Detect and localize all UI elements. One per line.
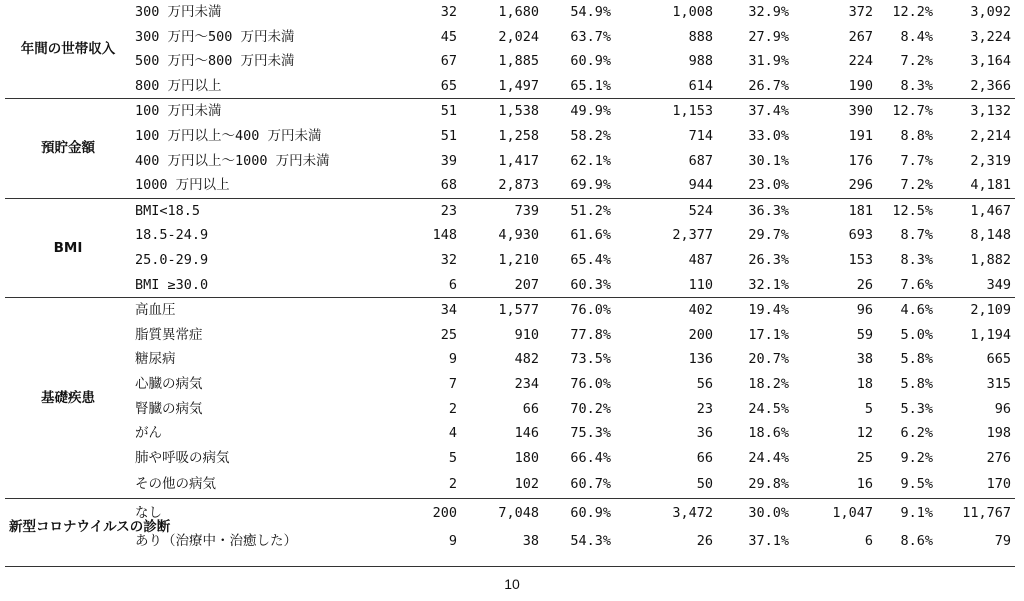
row-label: 肺や呼吸の病気 [135, 449, 230, 466]
cell: 148 [432, 227, 457, 244]
cell: 32 [440, 251, 457, 268]
cell: 65.1% [570, 77, 611, 94]
cell: 1,497 [498, 77, 539, 94]
row-label: 25.0-29.9 [135, 251, 209, 268]
cell: 888 [688, 28, 713, 45]
cell: 482 [514, 351, 539, 368]
cell: 24.5% [748, 400, 789, 417]
table-row [5, 49, 1015, 74]
cell: 75.3% [570, 425, 611, 442]
table-row [5, 25, 1015, 50]
cell: 23 [395, 198, 461, 223]
cell: 9 [448, 533, 457, 550]
cell: 5.8% [900, 351, 933, 368]
cell: 349 [986, 276, 1011, 293]
cell: 30.0% [717, 499, 793, 528]
cell: 8.7% [900, 227, 933, 244]
cell: 25 [440, 326, 457, 343]
cell: 1,194 [970, 326, 1011, 343]
cell: 18.6% [748, 425, 789, 442]
cell: 12 [856, 425, 873, 442]
cell: 30.1% [748, 152, 789, 169]
cell: 3,132 [937, 99, 1015, 124]
row-label: 100 万円以上～400 万円未満 [135, 127, 322, 144]
cell: 1,577 [461, 298, 543, 323]
cell: 60.9% [543, 499, 615, 528]
cell: 687 [688, 152, 713, 169]
cell: 49.9% [543, 99, 615, 124]
cell: 33.0% [748, 127, 789, 144]
cell: 102 [514, 476, 539, 493]
cell: 170 [986, 476, 1011, 493]
group-underlying-conditions [5, 298, 1015, 499]
cell: 267 [848, 28, 873, 45]
cell: 37.4% [717, 99, 793, 124]
cell: 9.5% [900, 476, 933, 493]
cell: 2,109 [937, 298, 1015, 323]
cell: 25 [856, 449, 873, 466]
cell: 372 [848, 4, 873, 20]
cell: 77.8% [570, 326, 611, 343]
cell: 61.6% [570, 227, 611, 244]
cell: 59 [856, 326, 873, 343]
table-row [5, 0, 1015, 25]
page-number: 10 [504, 576, 520, 592]
table-row [5, 298, 1015, 323]
row-label: 心臓の病気 [135, 375, 203, 392]
table-row [5, 74, 1015, 99]
cell: 390 [793, 99, 877, 124]
cell: 36 [696, 425, 713, 442]
cell: 4,930 [498, 227, 539, 244]
cell: 1,008 [672, 4, 713, 20]
table-row [5, 470, 1015, 499]
cell: 6 [448, 276, 457, 293]
cell: 34 [395, 298, 461, 323]
cell: 23.0% [748, 177, 789, 194]
group-savings [5, 99, 1015, 198]
cell: 5.0% [900, 326, 933, 343]
cell: 234 [514, 375, 539, 392]
cell: 56 [696, 375, 713, 392]
cell: 96 [793, 298, 877, 323]
row-label: 脂質異常症 [135, 326, 203, 343]
group-bmi [5, 198, 1015, 297]
row-label: BMI ≥30.0 [135, 276, 209, 293]
cell: 614 [688, 77, 713, 94]
cell: 487 [688, 251, 713, 268]
cell: 1,417 [498, 152, 539, 169]
row-label: 300 万円～500 万円未満 [135, 28, 295, 45]
cell: 5.8% [900, 375, 933, 392]
cell: 1,258 [498, 127, 539, 144]
cell: 66 [696, 449, 713, 466]
table-row [5, 248, 1015, 273]
cell: 944 [688, 177, 713, 194]
row-label: 100 万円未満 [131, 99, 395, 124]
cell: 32 [440, 4, 457, 20]
cell: 2,873 [498, 177, 539, 194]
cell: 39 [440, 152, 457, 169]
cell: 5.3% [900, 400, 933, 417]
cell: 4 [448, 425, 457, 442]
cell: 38 [522, 533, 539, 550]
cell: 16 [856, 476, 873, 493]
cell: 136 [688, 351, 713, 368]
category-label: 年間の世帯収入 [20, 40, 116, 57]
cell: 1,467 [937, 198, 1015, 223]
cell: 2,366 [970, 77, 1011, 94]
cell: 2,319 [970, 152, 1011, 169]
cell: 23 [696, 400, 713, 417]
table-row [5, 372, 1015, 397]
cell: 714 [688, 127, 713, 144]
cell: 96 [994, 400, 1011, 417]
cell: 38 [856, 351, 873, 368]
table-row [5, 446, 1015, 471]
row-label: なし [131, 499, 395, 528]
cell: 8.6% [900, 533, 933, 550]
cell: 3,224 [970, 28, 1011, 45]
cell: 4.6% [877, 298, 937, 323]
cell: 18.2% [748, 375, 789, 392]
cell: 60.9% [570, 53, 611, 70]
cell: 2 [448, 476, 457, 493]
category-label: 新型コロナウイルスの診断 [5, 499, 131, 556]
cell: 110 [688, 276, 713, 293]
cell: 276 [986, 449, 1011, 466]
cell: 6.2% [900, 425, 933, 442]
cell: 20.7% [748, 351, 789, 368]
cell: 693 [848, 227, 873, 244]
cell: 1,047 [793, 499, 877, 528]
cell: 8.3% [900, 251, 933, 268]
cell: 7.7% [900, 152, 933, 169]
cell: 67 [440, 53, 457, 70]
cell: 17.1% [748, 326, 789, 343]
cell: 24.4% [748, 449, 789, 466]
row-label: 1000 万円以上 [135, 177, 230, 194]
cell: 31.9% [748, 53, 789, 70]
cell: 1,538 [461, 99, 543, 124]
group-household-income [5, 0, 1015, 99]
cell: 9 [448, 351, 457, 368]
cell: 29.7% [748, 227, 789, 244]
cell: 910 [514, 326, 539, 343]
cell: 73.5% [570, 351, 611, 368]
cell: 79 [994, 533, 1011, 550]
cell: 51 [395, 99, 461, 124]
table-row [5, 124, 1015, 149]
cell: 146 [514, 425, 539, 442]
group-covid-diagnosis [5, 499, 1015, 556]
cell: 296 [848, 177, 873, 194]
row-label: 300 万円未満 [135, 4, 222, 20]
table-row [5, 499, 1015, 528]
cell: 181 [793, 198, 877, 223]
cell: 60.3% [570, 276, 611, 293]
table-row [5, 323, 1015, 348]
row-label: 腎臓の病気 [135, 400, 203, 417]
table-row [5, 397, 1015, 422]
cell: 2,024 [498, 28, 539, 45]
row-label: BMI<18.5 [131, 198, 395, 223]
statistics-table [5, 0, 1015, 555]
cell: 32.9% [748, 4, 789, 20]
table-bottom-rule [5, 566, 1015, 567]
category-label: 基礎疾患 [5, 298, 131, 499]
table-row [5, 198, 1015, 223]
cell: 153 [848, 251, 873, 268]
cell: 3,164 [970, 53, 1011, 70]
cell: 66.4% [570, 449, 611, 466]
cell: 2,214 [970, 127, 1011, 144]
cell: 7.2% [900, 177, 933, 194]
cell: 19.4% [717, 298, 793, 323]
table-row [5, 223, 1015, 248]
table-row [5, 173, 1015, 198]
cell: 26.3% [748, 251, 789, 268]
cell: 2,377 [672, 227, 713, 244]
cell: 402 [615, 298, 717, 323]
cell: 37.1% [748, 533, 789, 550]
cell: 68 [440, 177, 457, 194]
cell: 76.0% [543, 298, 615, 323]
cell: 200 [688, 326, 713, 343]
cell: 54.9% [570, 4, 611, 20]
cell: 207 [514, 276, 539, 293]
cell: 26 [856, 276, 873, 293]
cell: 3,472 [615, 499, 717, 528]
cell: 9.1% [877, 499, 937, 528]
cell: 2 [448, 400, 457, 417]
cell: 180 [514, 449, 539, 466]
cell: 176 [848, 152, 873, 169]
cell: 29.8% [748, 476, 789, 493]
cell: 63.7% [570, 28, 611, 45]
cell: 988 [688, 53, 713, 70]
row-label: あり（治療中・治癒した） [135, 533, 297, 550]
table-row [5, 99, 1015, 124]
cell: 1,210 [498, 251, 539, 268]
row-label: 高血圧 [131, 298, 395, 323]
cell: 3,092 [970, 4, 1011, 20]
cell: 32.1% [748, 276, 789, 293]
cell: 27.9% [748, 28, 789, 45]
table-row [5, 421, 1015, 446]
cell: 1,885 [498, 53, 539, 70]
cell: 45 [440, 28, 457, 45]
cell: 70.2% [570, 400, 611, 417]
cell: 9.2% [900, 449, 933, 466]
cell: 58.2% [570, 127, 611, 144]
cell: 54.3% [570, 533, 611, 550]
cell: 69.9% [570, 177, 611, 194]
cell: 8.8% [900, 127, 933, 144]
cell: 665 [986, 351, 1011, 368]
category-label: 預貯金額 [5, 99, 131, 198]
row-label: 400 万円以上～1000 万円未満 [135, 152, 330, 169]
cell: 1,153 [615, 99, 717, 124]
table-row [5, 273, 1015, 298]
row-label: 500 万円～800 万円未満 [135, 53, 295, 70]
cell: 4,181 [970, 177, 1011, 194]
cell: 65.4% [570, 251, 611, 268]
cell: 50 [696, 476, 713, 493]
cell: 7 [448, 375, 457, 392]
cell: 12.2% [892, 4, 933, 20]
cell: 315 [986, 375, 1011, 392]
cell: 224 [848, 53, 873, 70]
cell: 5 [864, 400, 873, 417]
cell: 6 [864, 533, 873, 550]
row-label: がん [135, 425, 162, 442]
row-label: 18.5-24.9 [135, 227, 209, 244]
cell: 12.7% [877, 99, 937, 124]
cell: 7.6% [900, 276, 933, 293]
cell: 26 [696, 533, 713, 550]
cell: 76.0% [570, 375, 611, 392]
cell: 8,148 [970, 227, 1011, 244]
cell: 11,767 [937, 499, 1015, 528]
cell: 1,882 [970, 251, 1011, 268]
table-row [5, 527, 1015, 555]
cell: 1,680 [498, 4, 539, 20]
cell: 36.3% [717, 198, 793, 223]
table-row [5, 347, 1015, 372]
row-label: 800 万円以上 [135, 77, 222, 94]
row-label: その他の病気 [135, 476, 216, 493]
row-label: 糖尿病 [135, 351, 176, 368]
cell: 200 [395, 499, 461, 528]
cell: 8.3% [900, 77, 933, 94]
cell: 60.7% [570, 476, 611, 493]
category-label: BMI [5, 198, 131, 297]
cell: 12.5% [877, 198, 937, 223]
cell: 7.2% [900, 53, 933, 70]
cell: 190 [848, 77, 873, 94]
cell: 51 [440, 127, 457, 144]
cell: 198 [986, 425, 1011, 442]
cell: 62.1% [570, 152, 611, 169]
cell: 7,048 [461, 499, 543, 528]
cell: 739 [461, 198, 543, 223]
cell: 5 [448, 449, 457, 466]
cell: 191 [848, 127, 873, 144]
cell: 8.4% [900, 28, 933, 45]
cell: 524 [615, 198, 717, 223]
cell: 65 [440, 77, 457, 94]
cell: 18 [856, 375, 873, 392]
cell: 66 [522, 400, 539, 417]
cell: 26.7% [748, 77, 789, 94]
cell: 51.2% [543, 198, 615, 223]
table-row [5, 149, 1015, 174]
